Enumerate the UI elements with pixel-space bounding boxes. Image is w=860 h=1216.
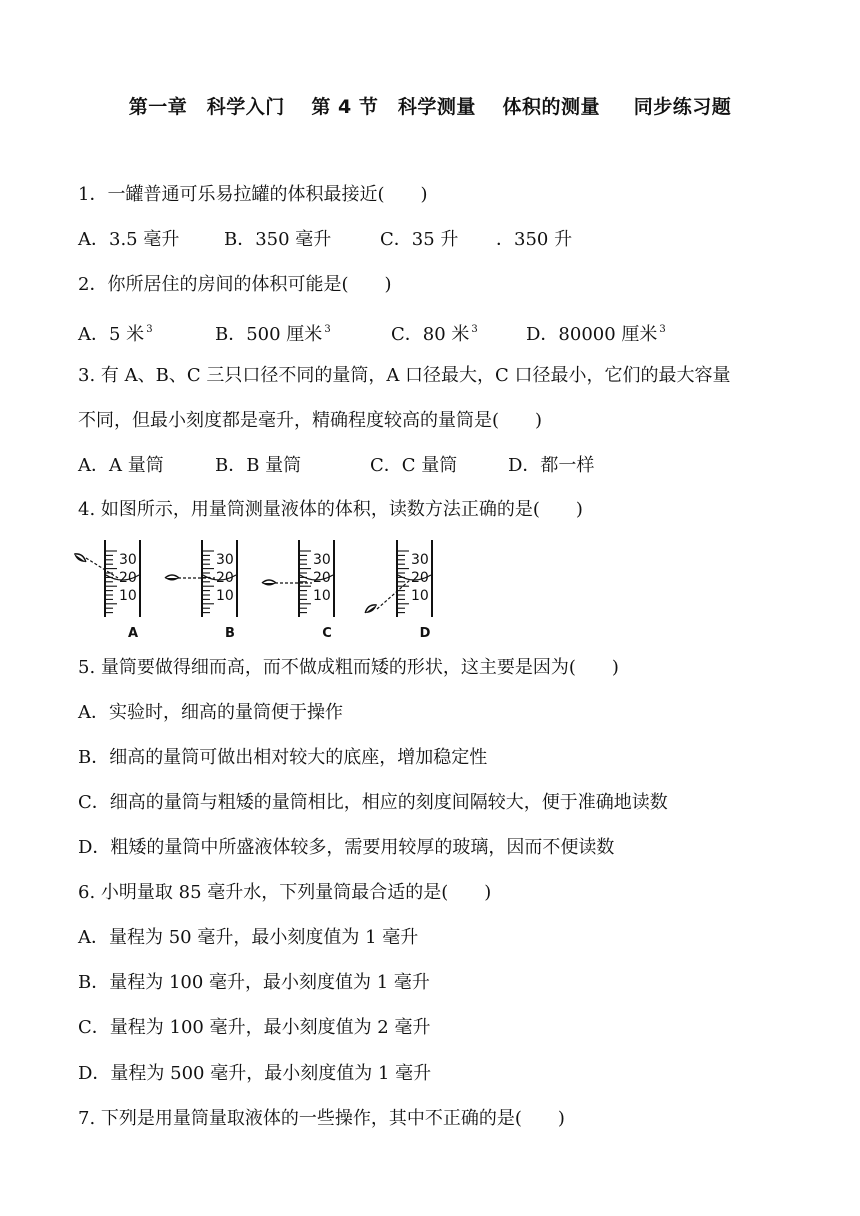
cylinder-d <box>364 540 432 641</box>
q5-option-d: D．粗矮的量筒中所盛液体较多，需要用较厚的玻璃，因而不便读数 <box>78 837 615 858</box>
q3-option-d: D．都一样 <box>508 455 595 476</box>
q2-option-a: A．5 米 $^3$ <box>78 324 153 345</box>
sight-line <box>86 558 118 578</box>
q2-option-b: B．500 厘米 $^3$ <box>215 324 331 345</box>
q6-option-b: B．量程为 100 毫升，最小刻度值为 1 毫升 <box>78 972 430 993</box>
q2-option-c: C．80 米 $^3$ <box>391 324 478 345</box>
scale-label: 10 <box>411 588 429 604</box>
q6-option-d: D．量程为 500 毫升，最小刻度值为 1 毫升 <box>78 1063 432 1084</box>
cylinder-reading-figure <box>70 535 470 645</box>
figure-caption-a: A <box>127 626 139 641</box>
q1-option-d: ．350 升 <box>496 229 573 250</box>
eye-icon <box>364 603 379 616</box>
scale-label: 30 <box>411 552 429 568</box>
scale-label: 30 <box>119 552 137 568</box>
q6-option-c: C．量程为 100 毫升，最小刻度值为 2 毫升 <box>78 1017 431 1038</box>
q1-option-a: A．3.5 毫升 <box>78 229 180 250</box>
scale-label: 30 <box>313 552 331 568</box>
scale-label: 10 <box>216 588 234 604</box>
q5-option-b: B．细高的量筒可做出相对较大的底座，增加稳定性 <box>78 747 488 768</box>
q6-option-a: A．量程为 50 毫升，最小刻度值为 1 毫升 <box>78 927 419 948</box>
q1-option-b: B．350 毫升 <box>224 229 332 250</box>
scale-label: 10 <box>119 588 137 604</box>
q5-option-a: A．实验时，细高的量筒便于操作 <box>78 702 343 723</box>
power-superscript: 3 <box>324 324 331 335</box>
sight-line <box>377 580 410 609</box>
power-superscript: 3 <box>659 324 666 335</box>
power-superscript: 3 <box>471 324 478 335</box>
q5-option-c: C．细高的量筒与粗矮的量筒相比，相应的刻度间隔较大，便于准确地读数 <box>78 792 668 813</box>
scale-label: 20 <box>313 570 331 586</box>
scale-label: 10 <box>313 588 331 604</box>
figure-caption-b: B <box>225 626 235 641</box>
q3-option-c: C．C 量筒 <box>370 455 458 476</box>
question-1-options <box>78 228 778 252</box>
scale-label: 30 <box>216 552 234 568</box>
scale-label: 20 <box>216 570 234 586</box>
figure-caption-d: D <box>419 626 431 641</box>
scale-label: 20 <box>119 570 137 586</box>
question-2-options <box>78 318 778 345</box>
eye-icon <box>165 575 179 581</box>
question-5-stem: 5. 量筒要做得细而高，而不做成粗而矮的形状，这主要是因为( ) <box>78 657 619 678</box>
scale-label: 20 <box>411 570 429 586</box>
q3-option-b: B．B 量筒 <box>215 455 302 476</box>
power-superscript: 3 <box>146 324 153 335</box>
q3-option-a: A．A 量筒 <box>78 455 164 476</box>
question-3-stem-line-1: 3. 有 A、B、C 三只口径不同的量筒，A 口径最大，C 口径最小，它们的最大容量 <box>78 365 731 386</box>
question-3-stem-line-2: 不同，但最小刻度都是毫升，精确程度较高的量筒是( ) <box>78 410 543 431</box>
page-title: 第一章 科学入门 第 4 节 科学测量 体积的测量 同步练习题 <box>128 96 732 118</box>
cylinder-b <box>165 540 237 641</box>
cylinder-a <box>73 540 140 641</box>
question-4-stem: 4. 如图所示，用量筒测量液体的体积，读数方法正确的是( ) <box>78 499 583 520</box>
question-3-options <box>78 454 778 478</box>
question-1-stem: 1．一罐普通可乐易拉罐的体积最接近( ) <box>78 184 428 205</box>
question-2-stem: 2．你所居住的房间的体积可能是( ) <box>78 274 392 295</box>
eye-icon <box>73 552 88 565</box>
cylinder-c <box>262 540 334 641</box>
question-7-stem: 7. 下列是用量筒量取液体的一些操作，其中不正确的是( ) <box>78 1108 565 1129</box>
question-6-stem: 6. 小明量取 85 毫升水，下列量筒最合适的是( ) <box>78 882 492 903</box>
eye-icon <box>262 580 276 586</box>
q1-option-c: C．35 升 <box>380 229 459 250</box>
q2-option-d: D．80000 厘米 $^3$ <box>526 324 666 345</box>
figure-caption-c: C <box>322 626 332 641</box>
